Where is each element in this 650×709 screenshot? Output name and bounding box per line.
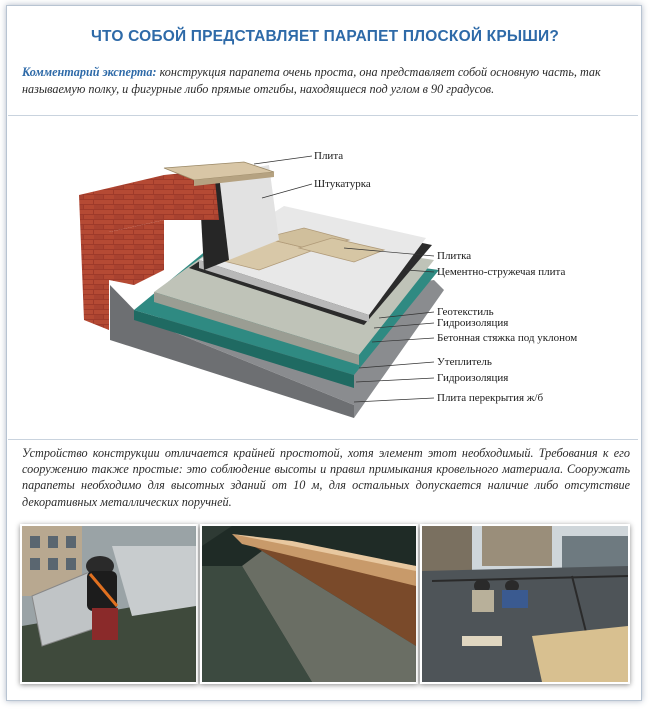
divider-top — [8, 115, 638, 116]
label-concrete-screed: Бетонная стяжка под уклоном — [437, 332, 578, 344]
page-title: ЧТО СОБОЙ ПРЕДСТАВЛЯЕТ ПАРАПЕТ ПЛОСКОЙ КРЫШИ? — [90, 28, 560, 45]
label-waterproofing-1: Гидроизоляция — [437, 317, 509, 329]
label-floor-slab: Плита перекрытия ж/б — [437, 392, 544, 404]
expert-comment-lead: Комментарий эксперта: — [22, 65, 157, 79]
label-waterproofing-2: Гидроизоляция — [437, 372, 509, 384]
parapet-diagram — [14, 120, 636, 436]
label-insulation: Утеплитель — [437, 356, 492, 368]
label-geotextile: Геотекстиль — [437, 306, 494, 318]
photo-roofer-installing — [20, 524, 198, 684]
divider-middle — [8, 439, 638, 440]
label-cement-board: Цементно-стружечая плита — [437, 266, 566, 278]
photo-roof-workers — [420, 524, 630, 684]
description-paragraph: Устройство конструкции отличается крайней простотой, хотя элемент этот необходимый. Требования к его сооружению также простые: это соблюдение высоты и правил примыкания кровельного материала. Сооружать парапеты необходимо для высотных зданий от 10 м, для остальных допускается наличие либо отсутствие декоративных металлических поручней. — [22, 446, 630, 509]
label-plate: Плита — [314, 150, 344, 162]
label-tile: Плитка — [437, 250, 472, 262]
label-plaster: Штукатурка — [314, 178, 371, 190]
expert-comment — [22, 64, 628, 98]
expert-comment-text: конструкция парапета очень проста, она представляет собой основную часть, так называемую полку, и фигурные либо прямые отгибы, находящиеся под углом в 90 градусов. — [22, 65, 601, 96]
photo-parapet-flashing — [200, 524, 418, 684]
